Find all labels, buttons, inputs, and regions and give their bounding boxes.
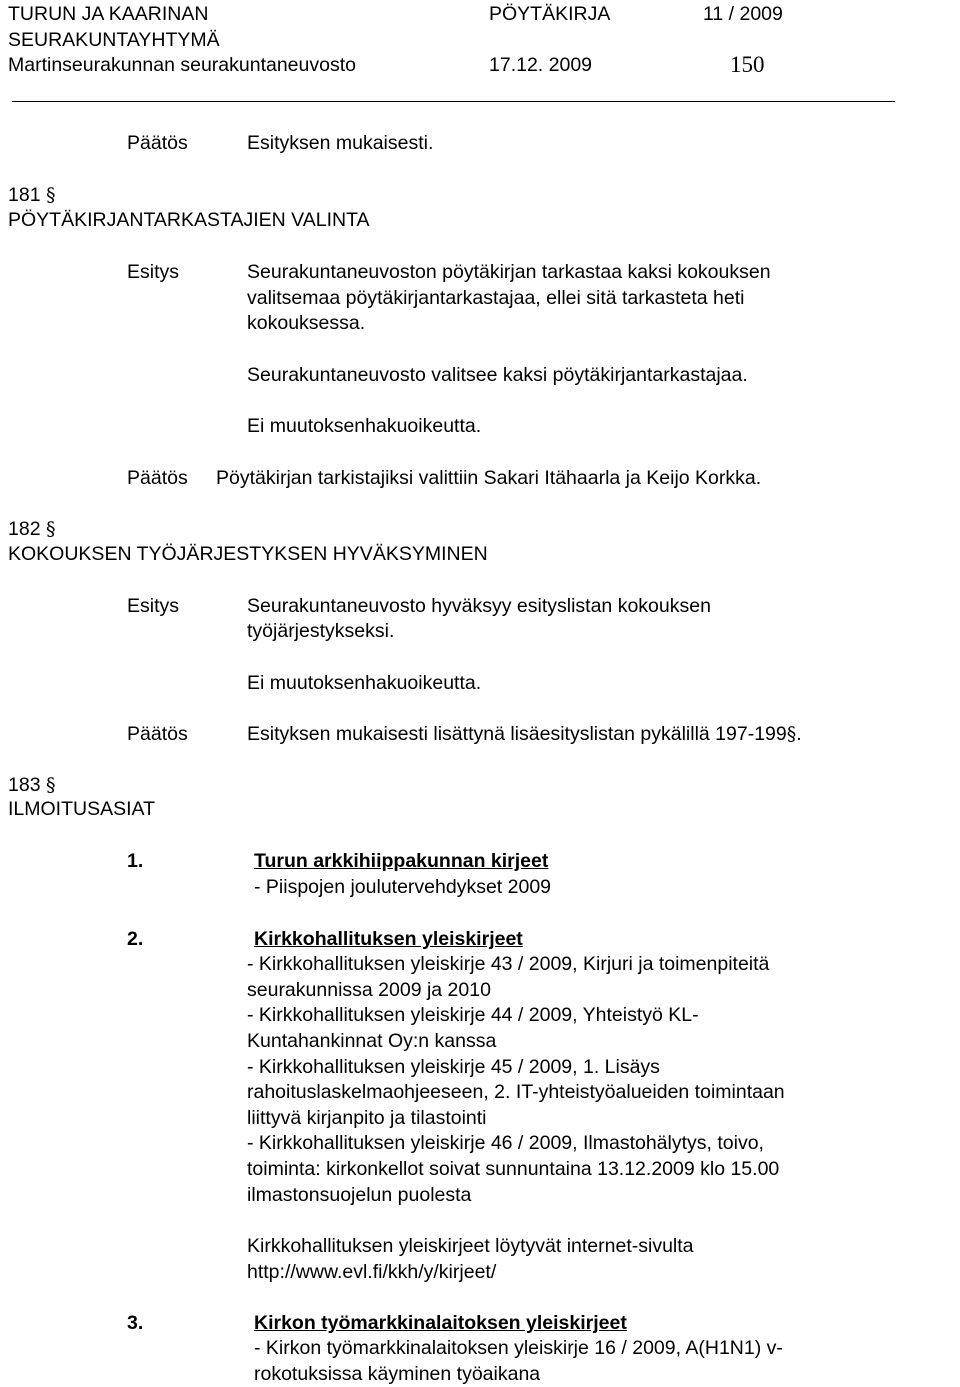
proposal-label: Esitys bbox=[127, 261, 180, 283]
notice-number: 1. bbox=[127, 850, 144, 872]
meeting-date: 17.12. 2009 bbox=[489, 54, 593, 76]
decision-text: Esityksen mukaisesti lisättynä lisäesityslistan pykälillä 197-199 bbox=[247, 723, 787, 745]
notice-heading: Turun arkkihiippakunnan kirjeet bbox=[254, 850, 549, 872]
decision-label: Päätös bbox=[127, 132, 188, 154]
notice-number: 3. bbox=[127, 1312, 144, 1334]
notice-line: liittyvä kirjanpito ja tilastointi bbox=[247, 1107, 487, 1129]
body-name: Martinseurakunnan seurakuntaneuvosto bbox=[8, 54, 356, 76]
section-sign: § bbox=[45, 518, 56, 540]
notice-line: - Kirkkohallituksen yleiskirje 43 / 2009, Kirjuri ja toimenpiteitä bbox=[247, 953, 770, 975]
notice-line: - Kirkkohallituksen yleiskirje 44 / 2009, Yhteistyö KL- bbox=[247, 1004, 699, 1026]
notice-number: 2. bbox=[127, 928, 144, 950]
proposal-line: valitsemaa pöytäkirjantarkastajaa, ellei sitä tarkasteta heti bbox=[247, 287, 745, 309]
header-rule bbox=[12, 101, 895, 102]
notice-heading: Kirkon työmarkkinalaitoksen yleiskirjeet bbox=[254, 1312, 627, 1334]
proposal-line: kokouksessa. bbox=[247, 312, 366, 334]
notice-line: - Kirkkohallituksen yleiskirje 45 / 2009, 1. Lisäys bbox=[247, 1056, 660, 1078]
section-title: ILMOITUSASIAT bbox=[8, 798, 155, 820]
section-number: 183 bbox=[8, 774, 41, 796]
notice-line: ilmastonsuojelun puolesta bbox=[247, 1184, 472, 1206]
notice-url-link[interactable]: http://www.evl.fi/kkh/y/kirjeet/ bbox=[247, 1261, 497, 1283]
section-number: 181 bbox=[8, 184, 41, 206]
section-heading-183 bbox=[8, 772, 55, 798]
notice-line: rokotuksissa käyminen työaikana bbox=[254, 1363, 541, 1385]
section-sign: § bbox=[45, 184, 56, 206]
section-sign: § bbox=[45, 774, 56, 796]
org-name-line2: SEURAKUNTAYHTYMÄ bbox=[8, 29, 220, 51]
org-name-line1: TURUN JA KAARINAN bbox=[8, 3, 209, 25]
notice-note: Kirkkohallituksen yleiskirjeet löytyvät internet-sivulta bbox=[247, 1235, 694, 1257]
proposal-extra: Seurakuntaneuvosto valitsee kaksi pöytäkirjantarkastajaa. bbox=[247, 364, 748, 386]
section-sign: § bbox=[786, 723, 797, 745]
appeal-note: Ei muutoksenhakuoikeutta. bbox=[247, 415, 482, 437]
section-title: KOKOUKSEN TYÖJÄRJESTYKSEN HYVÄKSYMINEN bbox=[8, 543, 488, 565]
notice-line: - Kirkon työmarkkinalaitoksen yleiskirje 16 / 2009, A(H1N1) v- bbox=[254, 1337, 783, 1359]
doc-type: PÖYTÄKIRJA bbox=[489, 3, 611, 25]
notice-line: toiminta: kirkonkellot soivat sunnuntaina 13.12.2009 klo 15.00 bbox=[247, 1158, 780, 1180]
notice-heading: Kirkkohallituksen yleiskirjeet bbox=[254, 928, 523, 950]
decision-text-line bbox=[247, 721, 802, 747]
section-heading-182 bbox=[8, 516, 55, 542]
notice-line: Kuntahankinnat Oy:n kanssa bbox=[247, 1030, 497, 1052]
proposal-label: Esitys bbox=[127, 595, 180, 617]
proposal-line: työjärjestykseksi. bbox=[247, 620, 395, 642]
decision-text: Esityksen mukaisesti. bbox=[247, 132, 434, 154]
section-number: 182 bbox=[8, 518, 41, 540]
decision-text: Pöytäkirjan tarkistajiksi valittiin Sakari Itähaarla ja Keijo Korkka. bbox=[216, 467, 762, 489]
page-number: 150 bbox=[730, 52, 765, 77]
proposal-line: Seurakuntaneuvoston pöytäkirjan tarkastaa kaksi kokouksen bbox=[247, 261, 771, 283]
proposal-line: Seurakuntaneuvosto hyväksyy esityslistan kokouksen bbox=[247, 595, 711, 617]
section-heading-181 bbox=[8, 182, 55, 208]
notice-line: seurakunnissa 2009 ja 2010 bbox=[247, 979, 491, 1001]
appeal-note: Ei muutoksenhakuoikeutta. bbox=[247, 672, 482, 694]
doc-number: 11 / 2009 bbox=[703, 3, 783, 25]
notice-line: - Piispojen joulutervehdykset 2009 bbox=[254, 876, 552, 898]
section-title: PÖYTÄKIRJANTARKASTAJIEN VALINTA bbox=[8, 209, 370, 231]
decision-label: Päätös bbox=[127, 467, 188, 489]
decision-label: Päätös bbox=[127, 723, 188, 745]
notice-line: rahoituslaskelmaohjeeseen, 2. IT-yhteistyöalueiden toimintaan bbox=[247, 1081, 785, 1103]
notice-line: - Kirkkohallituksen yleiskirje 46 / 2009, Ilmastohälytys, toivo, bbox=[247, 1132, 764, 1154]
decision-end: . bbox=[796, 723, 802, 745]
